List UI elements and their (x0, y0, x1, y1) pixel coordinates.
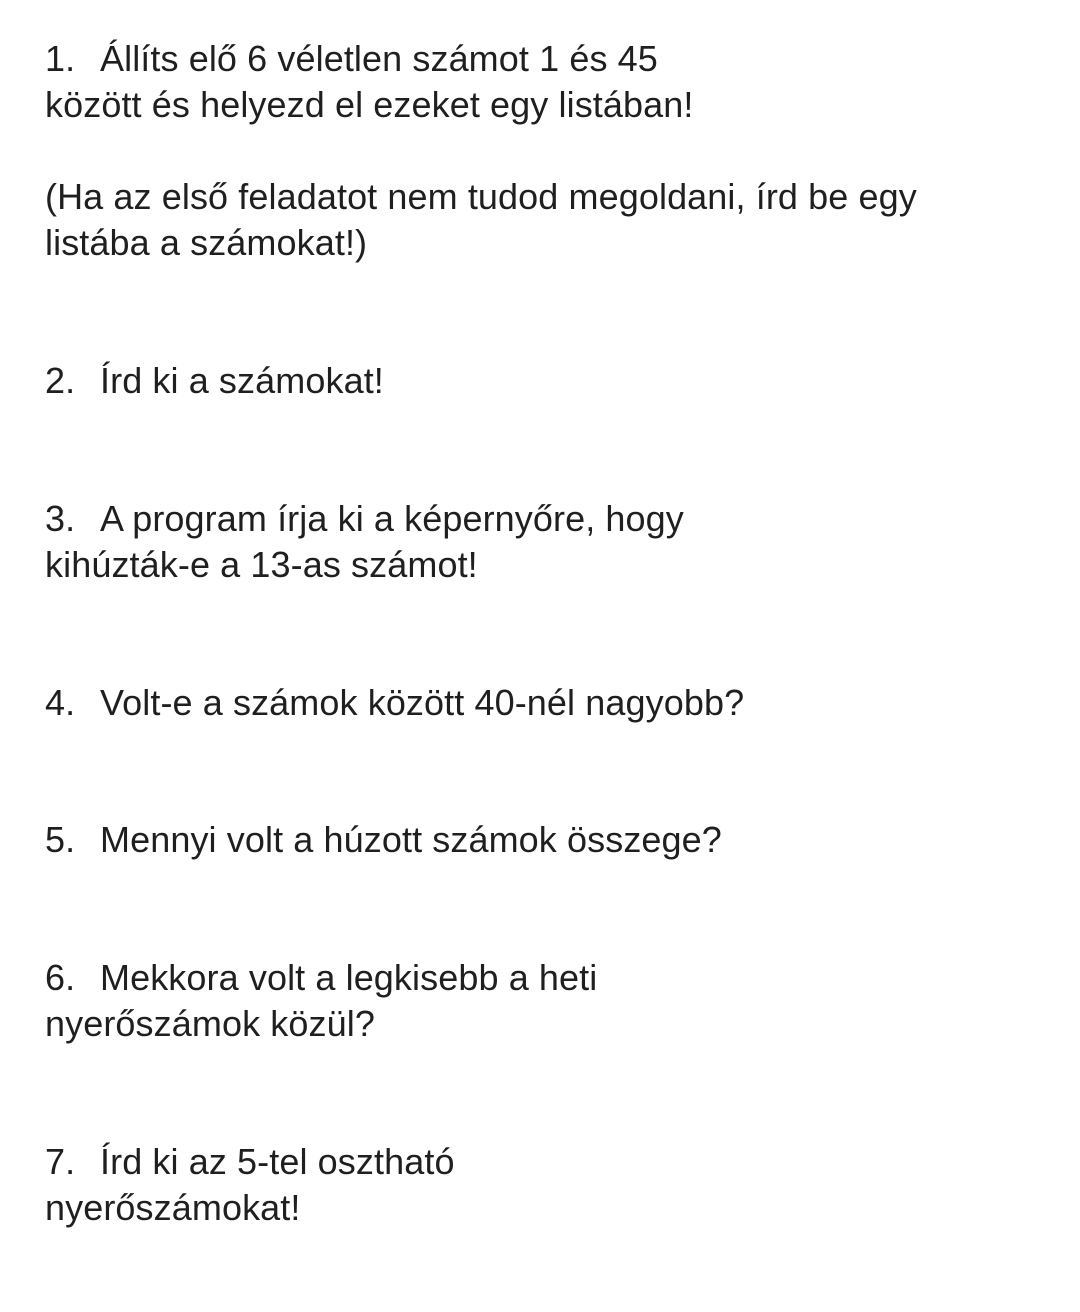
task-7-line-2: nyerőszámokat! (45, 1187, 301, 1228)
task-4-text: Volt-e a számok között 40-nél nagyobb? (100, 682, 745, 723)
task-7-text: Írd ki az 5-tel osztható (100, 1141, 455, 1182)
task-3-line-1 (45, 496, 684, 542)
task-5-number: 5. (45, 819, 76, 860)
task-6-text: Mekkora volt a legkisebb a heti (100, 957, 598, 998)
task-1-line-2: között és helyezd el ezeket egy listában! (45, 84, 694, 125)
task-3-text: A program írja ki a képernyőre, hogy (100, 498, 684, 539)
task-7-line-1 (45, 1139, 455, 1185)
note-line-2: listába a számokat!) (45, 222, 368, 263)
note-line-1: (Ha az első feladatot nem tudod megoldani, írd be egy (45, 176, 917, 217)
task-2-line-1 (45, 358, 384, 404)
task-3-number: 3. (45, 498, 76, 539)
task-2-text: Írd ki a számokat! (100, 360, 384, 401)
task-7-number: 7. (45, 1141, 76, 1182)
task-4-number: 4. (45, 682, 76, 723)
task-3-line-2: kihúzták-e a 13-as számot! (45, 544, 478, 585)
task-6-line-1 (45, 955, 597, 1001)
task-5-text: Mennyi volt a húzott számok összege? (100, 819, 722, 860)
task-4-line-1 (45, 680, 744, 726)
task-5-line-1 (45, 817, 722, 863)
task-2-number: 2. (45, 360, 76, 401)
task-1-text: Állíts elő 6 véletlen számot 1 és 45 (100, 38, 658, 79)
task-6-number: 6. (45, 957, 76, 998)
task-6-line-2: nyerőszámok közül? (45, 1003, 375, 1044)
task-1-line-1 (45, 36, 658, 82)
task-1-number: 1. (45, 38, 76, 79)
